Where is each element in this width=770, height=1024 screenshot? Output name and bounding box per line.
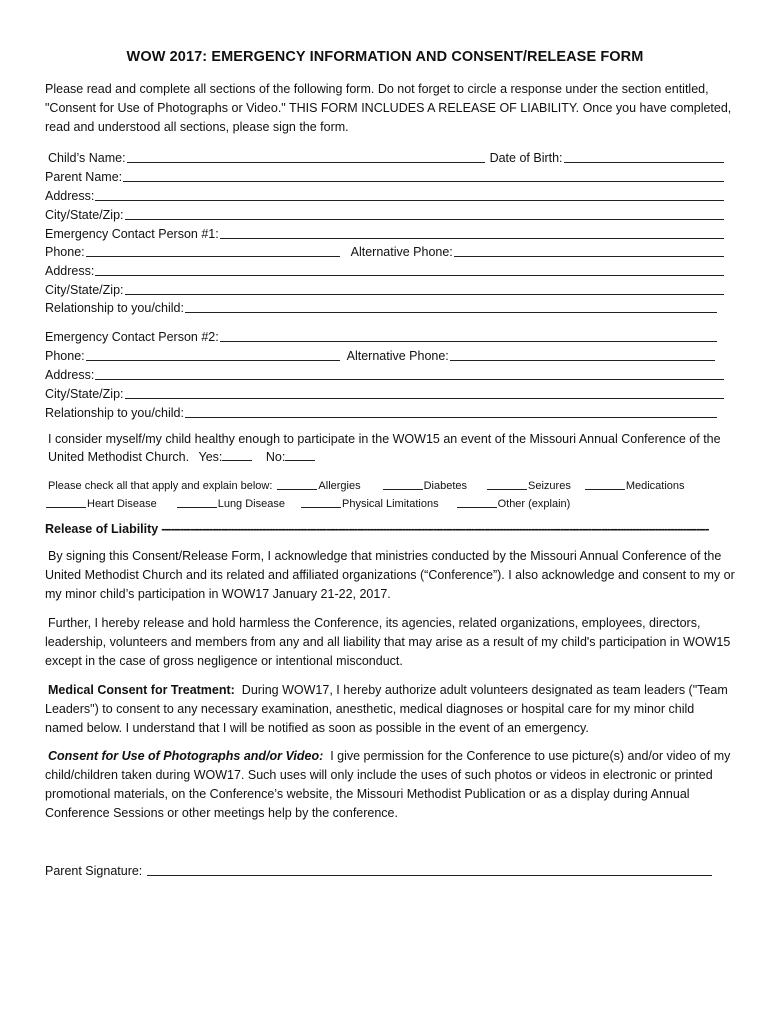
ec2-phone-label: Phone: <box>45 349 85 363</box>
ec2-alt-phone-field[interactable] <box>450 348 715 361</box>
diabetes-field[interactable] <box>383 477 423 490</box>
dob-field[interactable] <box>564 150 724 163</box>
ec1-address-label: Address: <box>45 264 95 278</box>
ec2-address-row <box>45 366 725 382</box>
other-field[interactable] <box>457 495 497 508</box>
heart-disease-label: Heart Disease <box>87 498 157 510</box>
ec1-address-field[interactable] <box>95 263 724 276</box>
ec1-address-row <box>45 262 725 278</box>
ec2-city-row <box>45 385 725 401</box>
ec1-city-row <box>45 281 725 297</box>
check-intro: Please check all that apply and explain below: <box>48 480 273 492</box>
ec2-field[interactable] <box>220 329 717 342</box>
other-label: Other (explain) <box>497 498 571 510</box>
city-row <box>45 206 725 222</box>
parent-name-row <box>45 168 725 184</box>
medications-field[interactable] <box>585 477 625 490</box>
ec2-phone-row <box>45 347 725 363</box>
ec1-relationship-label: Relationship to you/child: <box>45 301 184 315</box>
ec1-label: Emergency Contact Person #1: <box>45 227 219 241</box>
dob-label: Date of Birth: <box>489 151 563 165</box>
physical-limitations-label: Physical Limitations <box>341 498 439 510</box>
medical-consent-heading: Medical Consent for Treatment: <box>48 683 235 697</box>
ec2-label: Emergency Contact Person #2: <box>45 330 219 344</box>
ec1-alt-phone-field[interactable] <box>454 244 724 257</box>
city-label: City/State/Zip: <box>45 208 124 222</box>
release-heading: Release of Liability <box>45 522 159 536</box>
health-statement <box>45 430 738 466</box>
photo-consent <box>45 747 735 823</box>
ec2-relationship-row <box>45 404 725 420</box>
signature-label: Parent Signature: <box>45 864 143 878</box>
ec1-city-field[interactable] <box>125 282 725 295</box>
address-label: Address: <box>45 189 95 203</box>
medications-label: Medications <box>625 480 685 492</box>
ec2-alt-phone-label: Alternative Phone: <box>346 349 449 363</box>
parent-name-label: Parent Name: <box>45 170 123 184</box>
photo-consent-heading: Consent for Use of Photographs and/or Video: <box>48 749 324 763</box>
ec2-row <box>45 328 725 344</box>
city-field[interactable] <box>125 207 725 220</box>
ec2-relationship-field[interactable] <box>185 405 717 418</box>
lung-disease-label: Lung Disease <box>217 498 285 510</box>
release-paragraph-1: By signing this Consent/Release Form, I acknowledge that ministries conducted by the Missouri Annual Conference of the United Methodist Church and its related and affiliated organizations (“Conference”). I also acknowledge and consent to my or my minor child’s participation in WOW17 January 21-22, 2017. <box>45 549 735 601</box>
ec1-relationship-field[interactable] <box>185 300 717 313</box>
ec1-city-label: City/State/Zip: <box>45 283 124 297</box>
no-label: No: <box>265 450 286 464</box>
no-field[interactable] <box>285 450 315 461</box>
form-title: WOW 2017: EMERGENCY INFORMATION AND CONSENT/RELEASE FORM <box>126 49 644 65</box>
heart-disease-field[interactable] <box>46 495 86 508</box>
yes-label: Yes: <box>198 450 223 464</box>
ec2-city-field[interactable] <box>125 386 725 399</box>
childs-name-row <box>45 149 725 165</box>
diabetes-label: Diabetes <box>423 480 468 492</box>
ec2-relationship-label: Relationship to you/child: <box>45 406 184 420</box>
ec1-relationship-row <box>45 299 725 315</box>
physical-limitations-field[interactable] <box>301 495 341 508</box>
signature-row <box>45 862 713 878</box>
medical-consent <box>45 681 735 738</box>
release-paragraph-2: Further, I hereby release and hold harmless the Conference, its agencies, related organizations, employees, directors, leadership, volunteers and members from any and all liability that may arise as a result of my child's participation in WOW15 except in the case of gross negligence or intentional misconduct. <box>45 616 731 668</box>
ec1-phone-label: Phone: <box>45 245 85 259</box>
ec1-phone-row <box>45 243 725 259</box>
health-statement-text: I consider myself/my child healthy enough to participate in the WOW15 an event of the Missouri Annual Conference of the United Methodist Church. <box>48 432 721 464</box>
allergies-label: Allergies <box>318 480 361 492</box>
lung-disease-field[interactable] <box>177 495 217 508</box>
seizures-label: Seizures <box>528 480 571 492</box>
ec1-alt-phone-label: Alternative Phone: <box>350 245 453 259</box>
ec2-address-field[interactable] <box>95 367 724 380</box>
signature-field[interactable] <box>147 863 712 876</box>
address-field[interactable] <box>95 188 724 201</box>
seizures-field[interactable] <box>487 477 527 490</box>
conditions-row-2 <box>45 494 725 510</box>
parent-name-field[interactable] <box>123 169 724 182</box>
address-row <box>45 187 725 203</box>
release-divider: ----------------------------------------------------------------------------------------------------------------------------------------------------------------------------- <box>161 522 709 536</box>
childs-name-label: Child’s Name: <box>48 151 126 165</box>
release-heading-row <box>45 520 723 536</box>
conditions-row-1 <box>48 476 728 492</box>
ec1-field[interactable] <box>220 226 724 239</box>
ec1-row <box>45 225 725 241</box>
childs-name-field[interactable] <box>127 150 485 163</box>
ec2-city-label: City/State/Zip: <box>45 387 124 401</box>
ec1-phone-field[interactable] <box>86 244 340 257</box>
ec2-address-label: Address: <box>45 368 95 382</box>
medical-consent-text: During WOW17, I hereby authorize adult volunteers designated as team leaders ("Team Leaders") to consent to any necessary examination, anesthetic, medical diagnoses or hospital care for my minor child named below. I understand that I will be notified as soon as possible in the event of an emergency. <box>45 683 728 735</box>
allergies-field[interactable] <box>277 477 317 490</box>
ec2-phone-field[interactable] <box>86 348 340 361</box>
intro-text: Please read and complete all sections of the following form. Do not forget to circle a response under the section entitled, "Consent for Use of Photographs or Video." THIS FORM INCLUDES A RELEASE OF LIABILITY. Once you have completed, read and understood all sections, please sign the form. <box>45 82 732 134</box>
yes-field[interactable] <box>222 450 252 461</box>
photo-consent-text: I give permission for the Conference to use picture(s) and/or video of my child/children taken during WOW17. Such uses will only include the uses of such photos or videos in electronic or printed promotional materials, on the Conference’s website, the Missouri Methodist Publication or as a display during Annual Conference Sessions or other meetings help by the conference. <box>45 749 731 820</box>
